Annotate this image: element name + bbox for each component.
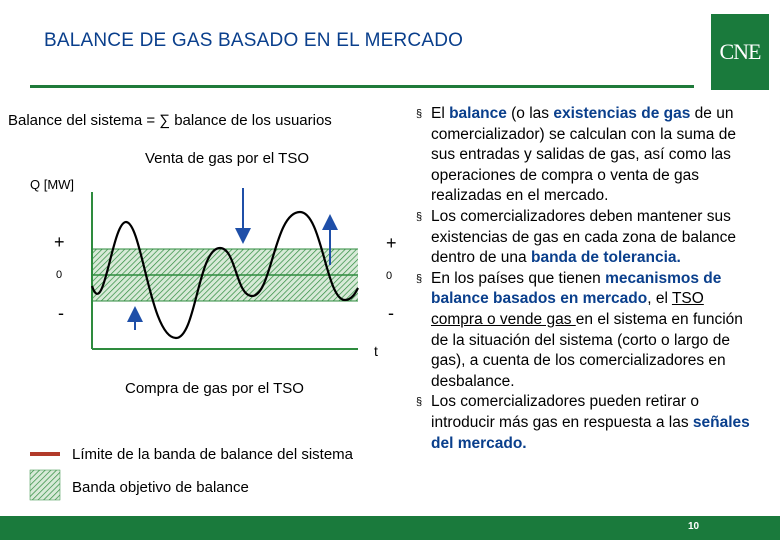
bullet-marker: § bbox=[416, 108, 423, 120]
zero-right-label: 0 bbox=[386, 270, 393, 282]
bullet-1: § El balance (o las existencias de gas de un comercializador) se calculan con la suma de sus entradas y salidas de gas, así como las operaciones de compra o venta de gas realizadas en el mercado. bbox=[416, 105, 736, 205]
bullet-marker: § bbox=[416, 272, 423, 285]
bullet-4: § Los comercializadores pueden retirar o introducir más gas en respuesta a las señales del mercado. bbox=[416, 393, 750, 452]
footer-bar bbox=[0, 516, 780, 540]
plus-left-label: + bbox=[54, 232, 65, 252]
legend-hatch-swatch bbox=[30, 470, 60, 500]
legend-band-label: Banda objetivo de balance bbox=[72, 479, 249, 496]
bullet-marker: § bbox=[416, 396, 423, 409]
time-axis-label: t bbox=[374, 343, 378, 359]
minus-left-label: - bbox=[58, 303, 64, 323]
highlight-balance: balance bbox=[449, 105, 507, 122]
highlight-senales: señales del mercado. bbox=[431, 413, 750, 452]
legend-limit-label: Límite de la banda de balance del sistema bbox=[72, 446, 354, 463]
slide-title: BALANCE DE GAS BASADO EN EL MERCADO bbox=[44, 30, 464, 51]
legend-limit-line bbox=[30, 452, 60, 456]
highlight-banda: banda de tolerancia. bbox=[530, 249, 681, 267]
y-axis-label: Q [MW] bbox=[30, 177, 75, 192]
bullet-list bbox=[416, 104, 756, 454]
balance-formula: Balance del sistema = ∑ balance de los usuarios bbox=[8, 112, 332, 129]
highlight-mecanismos: mecanismos de balance basados en mercado bbox=[431, 269, 722, 308]
bullet-marker: § bbox=[416, 210, 423, 223]
underline-tso: TSO compra o vende gas bbox=[431, 290, 704, 328]
page-number: 10 bbox=[688, 521, 700, 532]
tso-sell-label: Venta de gas por el TSO bbox=[145, 150, 309, 167]
cne-logo: CNE bbox=[711, 14, 769, 90]
highlight-existencias: existencias de gas bbox=[553, 105, 691, 122]
bullet-3: § En los países que tienen mecanismos de balance basados en mercado, el TSO compra o vende gas en el sistema en función de la situación del sistema (corto o largo de gas), a cuenta de los comercializadores en desbalance. bbox=[416, 269, 743, 390]
tso-buy-label: Compra de gas por el TSO bbox=[125, 380, 304, 397]
zero-left-label: 0 bbox=[56, 269, 63, 281]
minus-right-label: - bbox=[388, 303, 394, 323]
plus-right-label: + bbox=[386, 233, 397, 253]
bullet-2: § Los comercializadores deben mantener sus existencias de gas en cada zona de balance dentro de una banda de tolerancia. bbox=[416, 207, 737, 267]
